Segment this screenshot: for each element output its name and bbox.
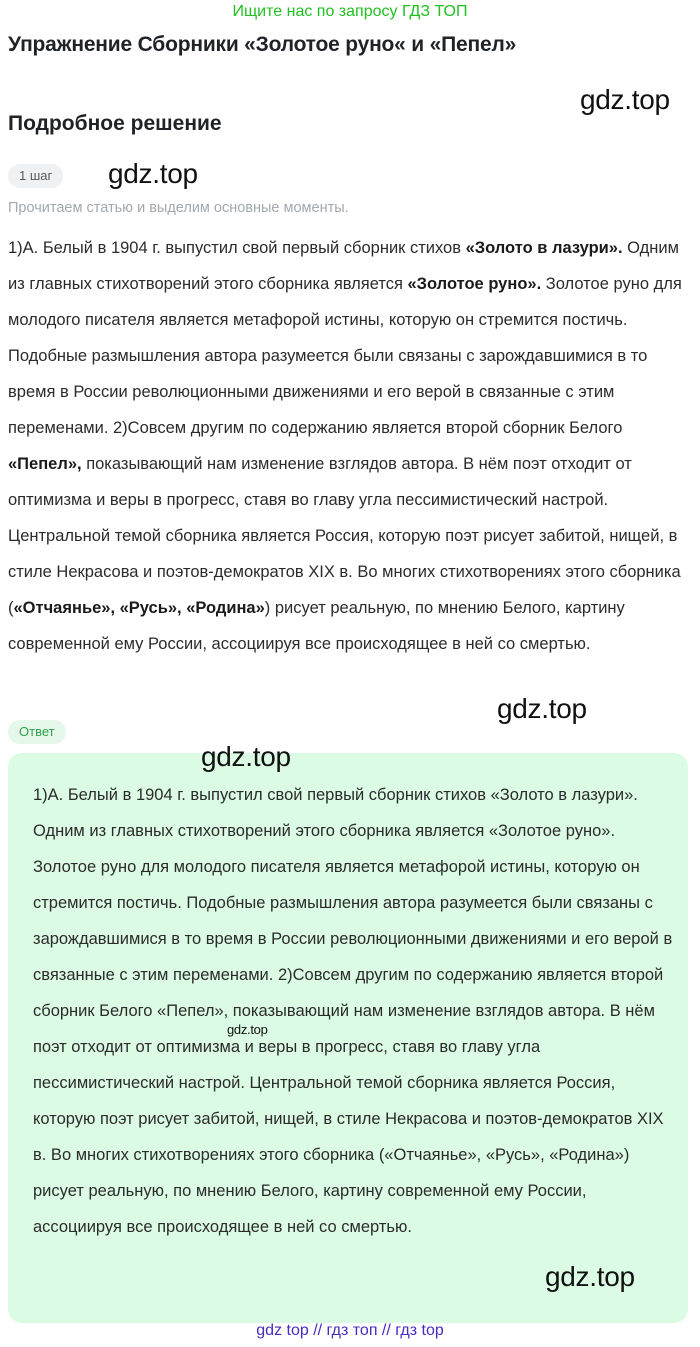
answer-text: 1)А. Белый в 1904 г. выпустил свой первый сборник стихов «Золото в лазури». Одним из главных стихотворений этого сборника является «Золотое руно». Золотое руно для молодого писателя является метафорой истины, которую он стремится постичь. Подобные размышления автора разумеется были связаны с зарождавшимися в то время в России революционными движениями и его верой в связанные с этим переменами. 2)Совсем другим по содержанию является второй сборник Белого «Пепел», показывающий нам изменение взглядов автора. В нём поэт отходит от оптимизма и веры в прогресс, ставя во главу угла пессимистический настрой. Центральной темой сборника является Россия, которую поэт рисует забитой, нищей, в стиле Некрасова и поэтов-демократов XIX в. Во многих стихотворениях этого сборника («Отчаянье», «Русь», «Родина») рисует реальную, по мнению Белого, картину современной ему России, ассоциируя все происходящее в ней со смертью. bbox=[33, 786, 673, 1236]
solution-bold-3: «Пепел», bbox=[8, 455, 82, 473]
answer-badge: Ответ bbox=[8, 720, 66, 744]
page-title: Упражнение Сборники «Золотое руно« и «Пепел» bbox=[8, 33, 517, 56]
step-hint: Прочитаем статью и выделим основные моменты. bbox=[8, 200, 349, 216]
solution-bold-1: «Золото в лазури». bbox=[465, 239, 623, 257]
solution-bold-2: «Золотое руно». bbox=[407, 275, 542, 293]
step-badge: 1 шаг bbox=[8, 164, 63, 188]
solution-part-5: ) рисует реальную, по мнению Белого, картину современной ему России, ассоциируя все происходящее в ней со смертью. bbox=[8, 599, 625, 653]
solution-bold-4: «Отчаянье», «Русь», «Родина» bbox=[13, 599, 265, 617]
solution-text bbox=[8, 230, 692, 662]
footer-links[interactable]: gdz top // гдз топ // гдз top bbox=[256, 1322, 444, 1339]
solution-part-1: 1)А. Белый в 1904 г. выпустил свой первый сборник стихов bbox=[8, 239, 466, 257]
watermark-4: gdz.top bbox=[201, 741, 291, 772]
watermark-3: gdz.top bbox=[497, 693, 587, 724]
section-title: Подробное решение bbox=[8, 112, 222, 135]
solution-part-2: Одним из главных стихотворений этого сборника является bbox=[8, 239, 679, 293]
watermark-2: gdz.top bbox=[108, 158, 198, 189]
search-banner[interactable]: Ищите нас по запросу ГДЗ ТОП bbox=[232, 3, 468, 20]
solution-part-4: показывающий нам изменение взглядов автора. В нём поэт отходит от оптимизма и веры в прогресс, ставя во главу угла пессимистический настрой. Центральной темой сборника является Россия, которую поэт рисует забитой, нищей, в стиле Некрасова и поэтов-демократов XIX в. Во многих стихотворениях этого сборника ( bbox=[8, 455, 681, 617]
watermark-6: gdz.top bbox=[545, 1261, 635, 1292]
watermark-1: gdz.top bbox=[580, 84, 670, 115]
watermark-5: gdz.top bbox=[227, 1022, 268, 1037]
solution-part-3: Золотое руно для молодого писателя является метафорой истины, которую он стремится постичь. Подобные размышления автора разумеется были связаны с зарождавшимися в то время в России революционными движениями и его верой в связанные с этим переменами. 2)Совсем другим по содержанию является второй сборник Белого bbox=[8, 275, 682, 437]
